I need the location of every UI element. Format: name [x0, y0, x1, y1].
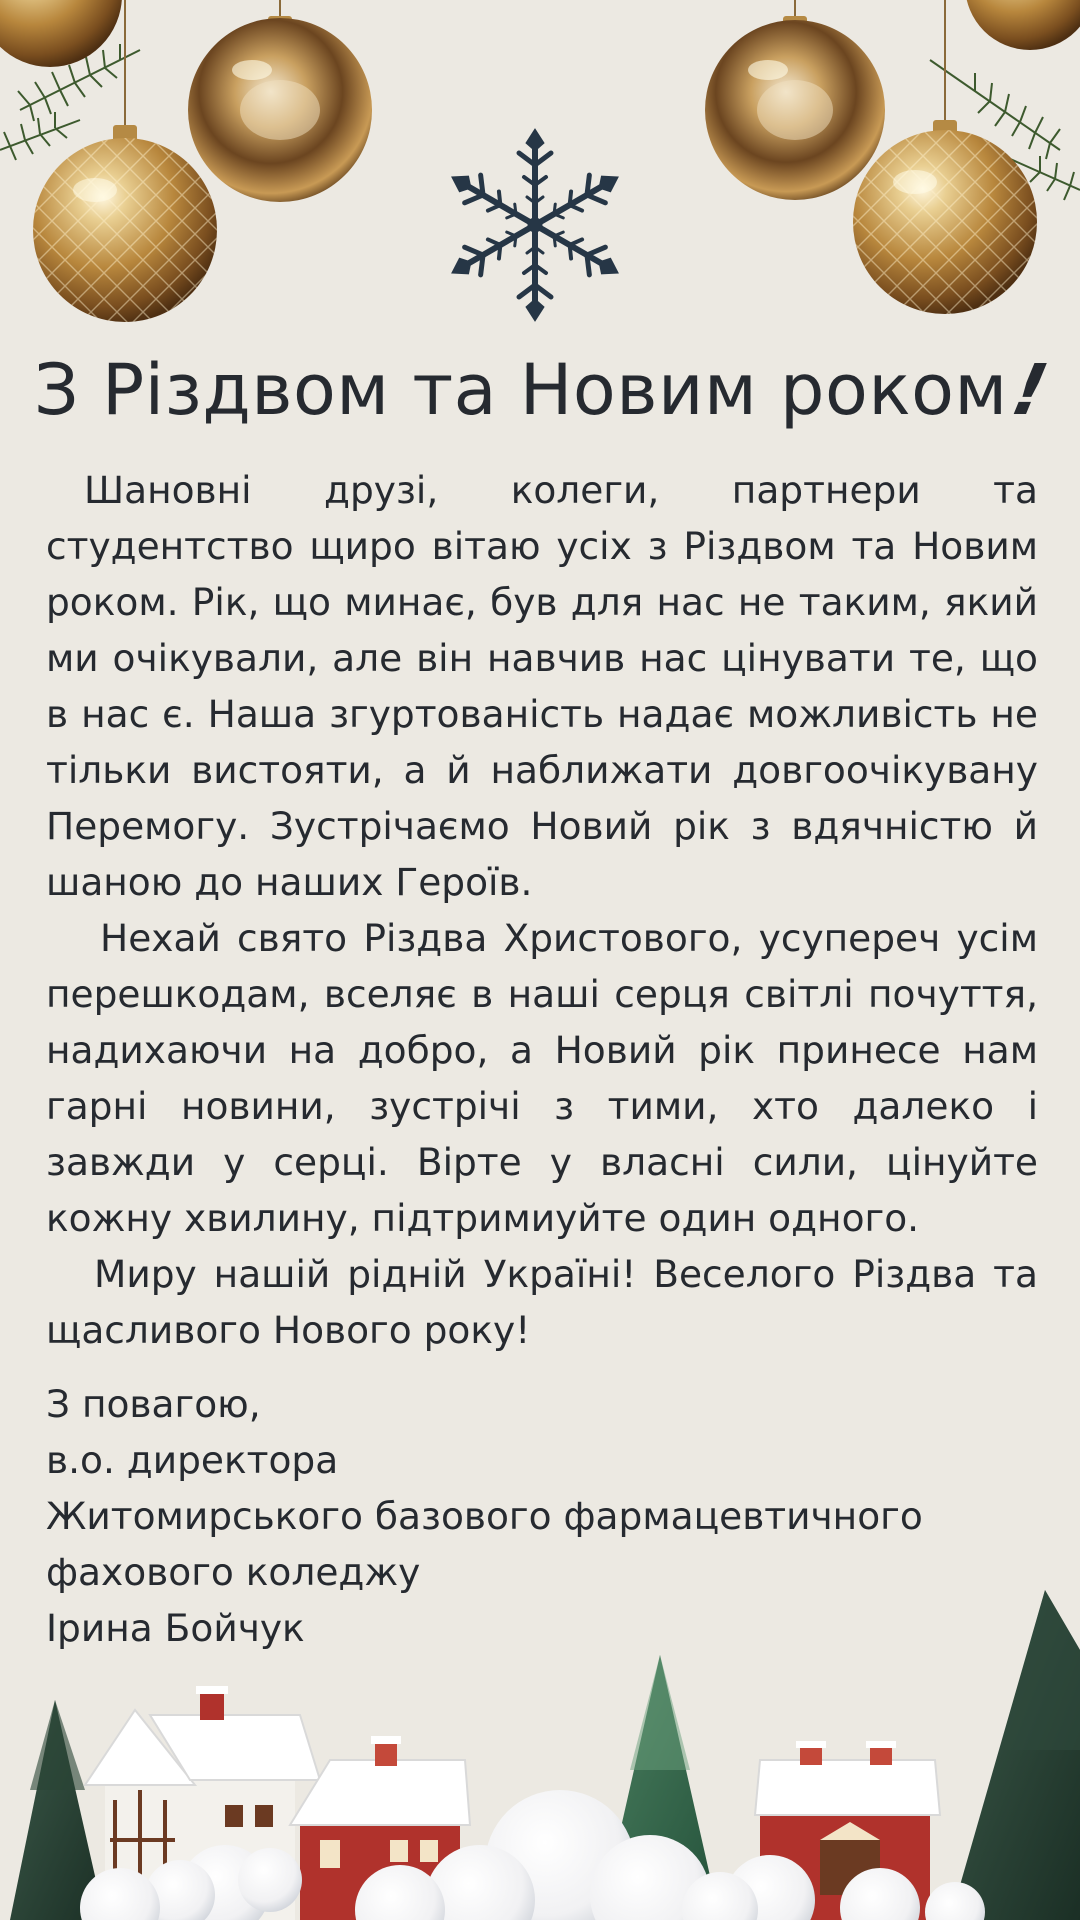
gold-ornament-icon	[965, 0, 1080, 50]
signature-organization: фахового коледжу	[46, 1550, 421, 1594]
signature-position: в.о. директора	[46, 1438, 339, 1482]
signature-regards: З повагою,	[46, 1382, 261, 1426]
greeting-paragraph: Миру нашій рідній Україні! Веселого Різдва та щасливого Нового року!	[46, 1252, 1038, 1352]
gold-ornament-icon	[33, 125, 217, 322]
snowflake-icon	[435, 125, 635, 325]
greeting-title	[0, 345, 1080, 435]
bottom-decoration	[0, 1590, 1080, 1920]
signature-name: Ірина Бойчук	[46, 1606, 305, 1650]
greeting-paragraph: Нехай свято Різдва Христового, усупереч усім перешкодам, вселяє в наші серця світлі почуття, надихаючи на добро, а Новий рік принесе нам гарні новини, зустрічі з тими, хто далеко і завжди у серці. Вірте у власні сили, цінуйте кожну хвилину, підтримиуйте один одного.	[46, 916, 1038, 1240]
title-exclamation: !	[1005, 349, 1055, 431]
greeting-paragraph: Шановні друзі, колеги, партнери та студентство щиро вітаю усіх з Різдвом та Новим роком. Рік, що минає, був для нас не таким, який ми очікували, але він навчив нас цінувати те, що в нас є. Наша згуртованість надає можливість не тільки вистояти, а й наближати довгоочікувану Перемогу. Зустрічаємо Новий рік з вдячністю й шаною до наших Героїв.	[46, 468, 1038, 904]
signature-organization: Житомирського базового фармацевтичного	[46, 1494, 923, 1538]
greeting-body	[46, 462, 1038, 1358]
gold-ornament-icon	[188, 16, 372, 202]
christmas-tree-icon	[950, 1590, 1080, 1920]
gold-ornament-icon	[853, 120, 1037, 314]
title-text: З Різдвом та Новим роком	[33, 349, 1008, 431]
gold-ornament-icon	[705, 16, 885, 200]
